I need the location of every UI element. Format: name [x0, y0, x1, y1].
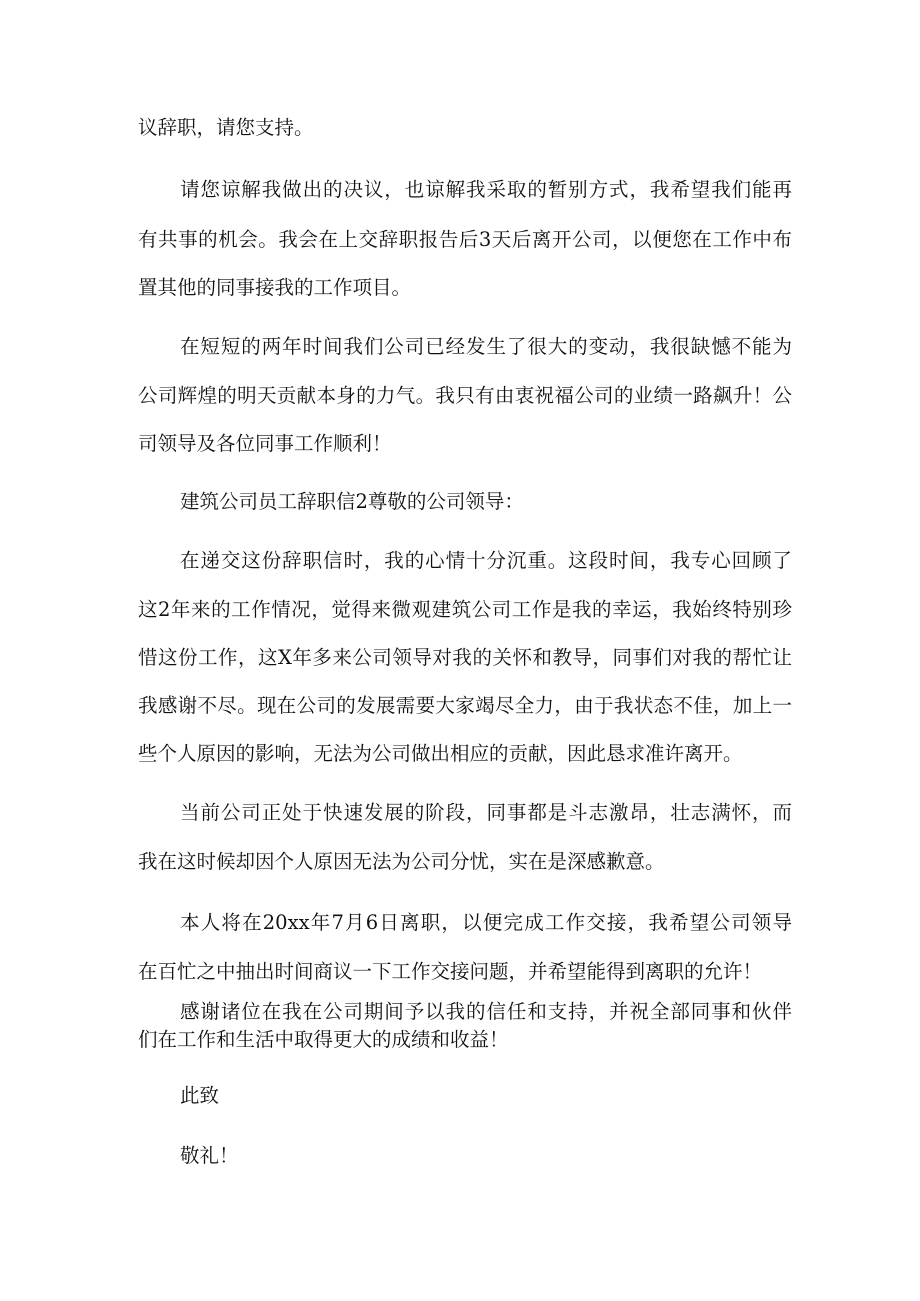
- text-line-14: 当前公司正处于快速发展的阶段，同事都是斗志激昂，壮志满怀，而: [180, 801, 792, 824]
- text-line-15: 我在这时候却因个人原因无法为公司分忧，实在是深感歉意。: [138, 850, 665, 873]
- text-line-16: 本人将在20xx年7月6日离职，以便完成工作交接，我希望公司领导: [180, 911, 792, 934]
- text-line-18: 感谢诸位在我在公司期间予以我的信任和支持，并祝全部同事和伙伴: [180, 1000, 792, 1023]
- text-line-8: 建筑公司员工辞职信2尊敬的公司领导：: [180, 490, 524, 513]
- text-line-17: 在百忙之中抽出时间商议一下工作交接问题，并希望能得到离职的允许！: [138, 960, 763, 983]
- text-line-1: 议辞职，请您支持。: [138, 116, 314, 139]
- closing-regards: 敬礼！: [180, 1144, 239, 1167]
- text-line-11: 惜这份工作，这X年多来公司领导对我的关怀和教导，同事们对我的帮忙让: [138, 646, 792, 669]
- text-line-10: 这2年来的工作情况，觉得来微观建筑公司工作是我的幸运，我始终特别珍: [138, 598, 792, 621]
- text-line-5: 在短短的两年时间我们公司已经发生了很大的变动，我很缺憾不能为: [180, 335, 792, 358]
- text-line-2: 请您谅解我做出的决议，也谅解我采取的暂别方式，我希望我们能再: [180, 178, 792, 201]
- closing-salutation: 此致: [180, 1084, 220, 1107]
- text-line-12: 我感谢不尽。现在公司的发展需要大家竭尽全力，由于我状态不佳，加上一: [138, 694, 792, 717]
- text-line-13: 些个人原因的影响，无法为公司做出相应的贡献，因此恳求准许离开。: [138, 742, 743, 765]
- text-line-4: 置其他的同事接我的工作项目。: [138, 276, 412, 299]
- text-line-7: 司领导及各位同事工作顺利！: [138, 432, 392, 455]
- text-line-3: 有共事的机会。我会在上交辞职报告后3天后离开公司，以便您在工作中布: [138, 228, 792, 251]
- text-line-6: 公司辉煌的明天贡献本身的力气。我只有由衷祝福公司的业绩一路飙升！公: [138, 384, 792, 407]
- text-line-9: 在递交这份辞职信时，我的心情十分沉重。这段时间，我专心回顾了: [180, 549, 792, 572]
- text-line-19: 们在工作和生活中取得更大的成绩和收益！: [138, 1028, 509, 1051]
